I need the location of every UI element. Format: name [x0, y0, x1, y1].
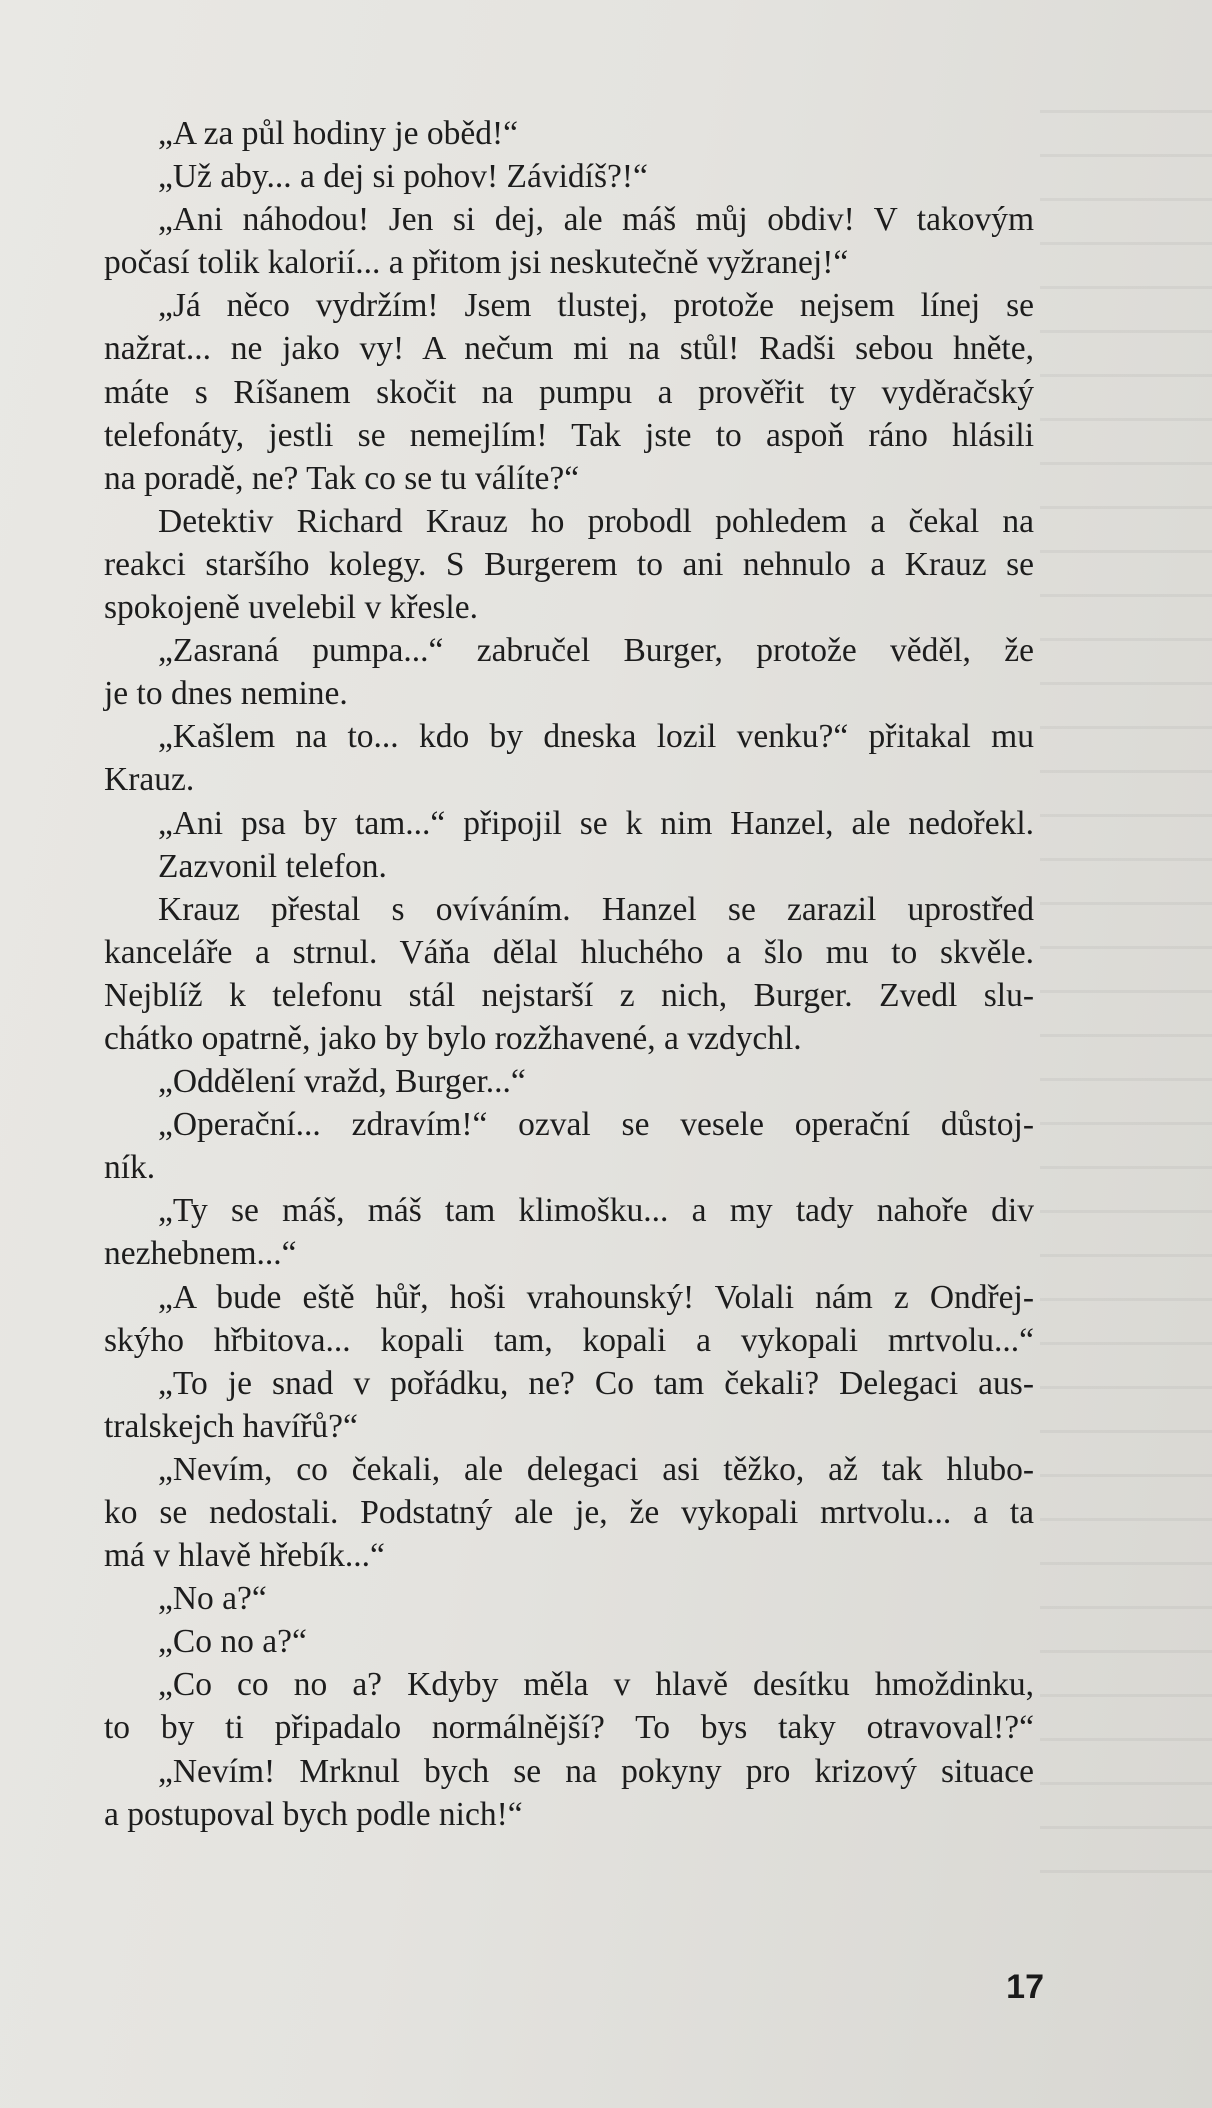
text-line: „Ani náhodou! Jen si dej, ale máš můj obdiv! V takovým [158, 201, 1034, 239]
body-text [104, 112, 1034, 1836]
text-line: „Já něco vydržím! Jsem tlustej, protože nejsem línej se [158, 287, 1034, 325]
text-line: ko se nedostali. Podstatný ale je, že vykopali mrtvolu... a ta [104, 1494, 1034, 1531]
text-line: telefonáty, jestli se nemejlím! Tak jste to aspoň ráno hlásili [104, 416, 1034, 454]
text-line: a postupoval bych podle nich!“ [104, 1795, 523, 1833]
text-line: na poradě, ne? Tak co se tu válíte?“ [104, 459, 580, 497]
text-line: nažrat... ne jako vy! A nečum mi na stůl! Radši sebou hněte, [104, 330, 1034, 368]
text-line: „No a?“ [158, 1580, 267, 1618]
text-line: „To je snad v pořádku, ne? Co tam čekali? Delegaci aus- [158, 1364, 1034, 1402]
text-line: kanceláře a strnul. Váňa dělal hluchého a šlo mu to skvěle. [104, 933, 1034, 971]
text-line: počasí tolik kalorií... a přitom jsi neskutečně vyžranej!“ [104, 244, 849, 282]
text-line: Detektiv Richard Krauz ho probodl pohledem a čekal na [158, 502, 1034, 540]
text-line: „Ty se máš, máš tam klimošku... a my tady nahoře div [158, 1192, 1034, 1230]
text-line: Zazvonil telefon. [158, 847, 387, 885]
text-line: reakci staršího kolegy. S Burgerem to ani nehnulo a Krauz se [104, 545, 1034, 583]
text-line: „Ani psa by tam...“ připojil se k nim Hanzel, ale nedořekl. [158, 804, 1034, 842]
text-line: je to dnes nemine. [104, 675, 348, 713]
text-line: „Oddělení vražd, Burger...“ [158, 1063, 526, 1101]
text-line: nezhebnem...“ [104, 1235, 297, 1273]
text-line: „Co no a?“ [158, 1623, 307, 1661]
text-line: chátko opatrně, jako by bylo rozžhavené, a vzdychl. [104, 1019, 802, 1057]
text-line: „Zasraná pumpa...“ zabručel Burger, protože věděl, že [158, 632, 1034, 670]
text-line: tralskejch havířů?“ [104, 1407, 358, 1445]
text-line: Nejblíž k telefonu stál nejstarší z nich, Burger. Zvedl slu- [104, 976, 1034, 1014]
text-line: Krauz. [104, 761, 195, 799]
text-line: „Co co no a? Kdyby měla v hlavě desítku hmoždinku, [158, 1666, 1034, 1704]
text-line: „Kašlem na to... kdo by dneska lozil venku?“ přitakal mu [158, 718, 1034, 756]
text-line: „Už aby... a dej si pohov! Závidíš?!“ [158, 158, 648, 196]
text-line: skýho hřbitova... kopali tam, kopali a vykopali mrtvolu...“ [104, 1321, 1034, 1359]
text-line: ník. [104, 1149, 156, 1187]
text-line: „Nevím! Mrknul bych se na pokyny pro krizový situace [158, 1752, 1034, 1790]
text-line: „Operační... zdravím!“ ozval se vesele operační důstoj- [158, 1106, 1034, 1144]
page-number: 17 [1006, 1968, 1044, 2006]
text-line: „A bude eště hůř, hoši vrahounský! Volali nám z Ondřej- [158, 1278, 1034, 1316]
text-line: Krauz přestal s ovíváním. Hanzel se zarazil uprostřed [158, 890, 1034, 928]
text-line: máte s Ríšanem skočit na pumpu a prověřit ty vyděračský [104, 373, 1034, 411]
text-line: to by ti připadalo normálnější? To bys taky otravoval!?“ [104, 1709, 1034, 1747]
show-through-text [1040, 110, 1212, 1910]
text-line: „Nevím, co čekali, ale delegaci asi těžko, až tak hlubo- [158, 1450, 1034, 1488]
text-line: má v hlavě hřebík...“ [104, 1537, 385, 1575]
text-line: spokojeně uvelebil v křesle. [104, 589, 478, 627]
text-line: „A za půl hodiny je oběd!“ [158, 115, 519, 152]
